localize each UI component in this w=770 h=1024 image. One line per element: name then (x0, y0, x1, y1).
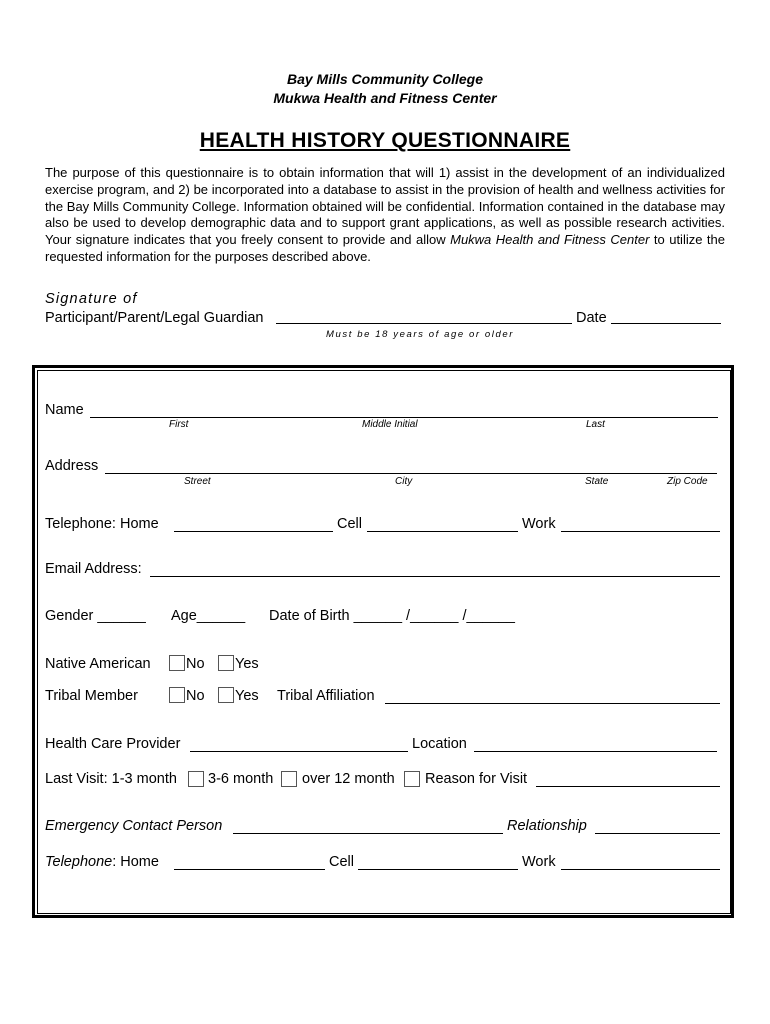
participant-label: Participant/Parent/Legal Guardian (45, 310, 264, 326)
name-input-line[interactable] (90, 417, 718, 418)
name-middle-caption: Middle Initial (362, 419, 418, 430)
address-zip-caption: Zip Code (667, 476, 708, 487)
native-no-label: No (186, 656, 205, 672)
purpose-center-name: Mukwa Health and Fitness Center (450, 232, 650, 248)
dob-field[interactable]: Date of Birth ______ /______ /______ (269, 608, 515, 624)
center-name: Mukwa Health and Fitness Center (273, 90, 497, 106)
provider-line[interactable] (190, 751, 408, 752)
tribal-no-checkbox[interactable] (169, 687, 185, 703)
em-work-label: Work (522, 854, 556, 870)
location-label: Location (412, 736, 467, 752)
age-note: Must be 18 years of age or older (326, 329, 514, 340)
phone-work-line[interactable] (561, 531, 720, 532)
phone-home-line[interactable] (174, 531, 333, 532)
signature-date-label: Date (576, 310, 607, 326)
purpose-text-1: The purpose of this questionnaire is to obtain information that will 1) assist in the development of an individualized exercise program, and 2) be incorporated into a database to assist in the provision of health and wellness activities for the Bay Mills Community College. Information obtained will be confidential. Information contained in the database may also be used to develop demographic data and to support grant applications, as well as possible research activities. Your signature indicates that you freely consent to provide and allow (45, 165, 725, 248)
email-label: Email Address: (45, 561, 142, 577)
tribal-member-label: Tribal Member (45, 688, 138, 704)
native-american-label: Native American (45, 656, 151, 672)
gender-field[interactable]: Gender ______ (45, 608, 146, 624)
page-title: HEALTH HISTORY QUESTIONNAIRE (199, 129, 571, 152)
visit-1-3-checkbox[interactable] (188, 771, 204, 787)
phone-cell-label: Cell (337, 516, 362, 532)
address-city-caption: City (395, 476, 413, 487)
name-last-caption: Last (586, 419, 605, 430)
age-field[interactable]: Age______ (171, 608, 246, 624)
signature-label: Signature of (45, 291, 138, 307)
last-visit-label: Last Visit: 1-3 month (45, 771, 177, 787)
location-line[interactable] (474, 751, 717, 752)
em-phone-work-line[interactable] (561, 869, 720, 870)
tribal-affiliation-line[interactable] (385, 703, 720, 704)
tribal-affiliation-label: Tribal Affiliation (277, 688, 375, 704)
reason-line[interactable] (536, 786, 720, 787)
phone-work-label: Work (522, 516, 556, 532)
college-name: Bay Mills Community College (286, 71, 484, 87)
em-home-label: : Home (112, 854, 159, 870)
name-label: Name (45, 402, 84, 418)
tribal-yes-checkbox[interactable] (218, 687, 234, 703)
em-phone-label-italic: Telephone (45, 854, 113, 870)
relationship-label: Relationship (507, 818, 587, 834)
email-input-line[interactable] (150, 576, 720, 577)
tribal-no-label: No (186, 688, 205, 704)
reason-label: Reason for Visit (425, 771, 528, 787)
visit-3-6-label: 3-6 month (208, 771, 274, 787)
native-yes-checkbox[interactable] (218, 655, 234, 671)
emergency-contact-label: Emergency Contact Person (45, 818, 223, 834)
native-yes-label: Yes (235, 656, 259, 672)
phone-home-label: Telephone: Home (45, 516, 159, 532)
signature-line[interactable] (276, 323, 572, 324)
phone-cell-line[interactable] (367, 531, 518, 532)
em-phone-cell-line[interactable] (358, 869, 518, 870)
em-phone-label (45, 854, 159, 870)
purpose-paragraph (45, 165, 725, 266)
address-input-line[interactable] (105, 473, 717, 474)
emergency-contact-line[interactable] (233, 833, 503, 834)
signature-date-line[interactable] (611, 323, 721, 324)
em-phone-home-line[interactable] (174, 869, 325, 870)
purpose-text-2: to utilize the requested information for the purposes described above. (45, 232, 725, 264)
visit-over12-checkbox[interactable] (404, 771, 420, 787)
tribal-yes-label: Yes (235, 688, 259, 704)
visit-over12-label: over 12 month (302, 771, 395, 787)
em-cell-label: Cell (329, 854, 354, 870)
relationship-line[interactable] (595, 833, 720, 834)
native-no-checkbox[interactable] (169, 655, 185, 671)
address-street-caption: Street (184, 476, 211, 487)
visit-3-6-checkbox[interactable] (281, 771, 297, 787)
address-label: Address (45, 458, 99, 474)
name-first-caption: First (169, 419, 189, 430)
address-state-caption: State (585, 476, 609, 487)
provider-label: Health Care Provider (45, 736, 181, 752)
